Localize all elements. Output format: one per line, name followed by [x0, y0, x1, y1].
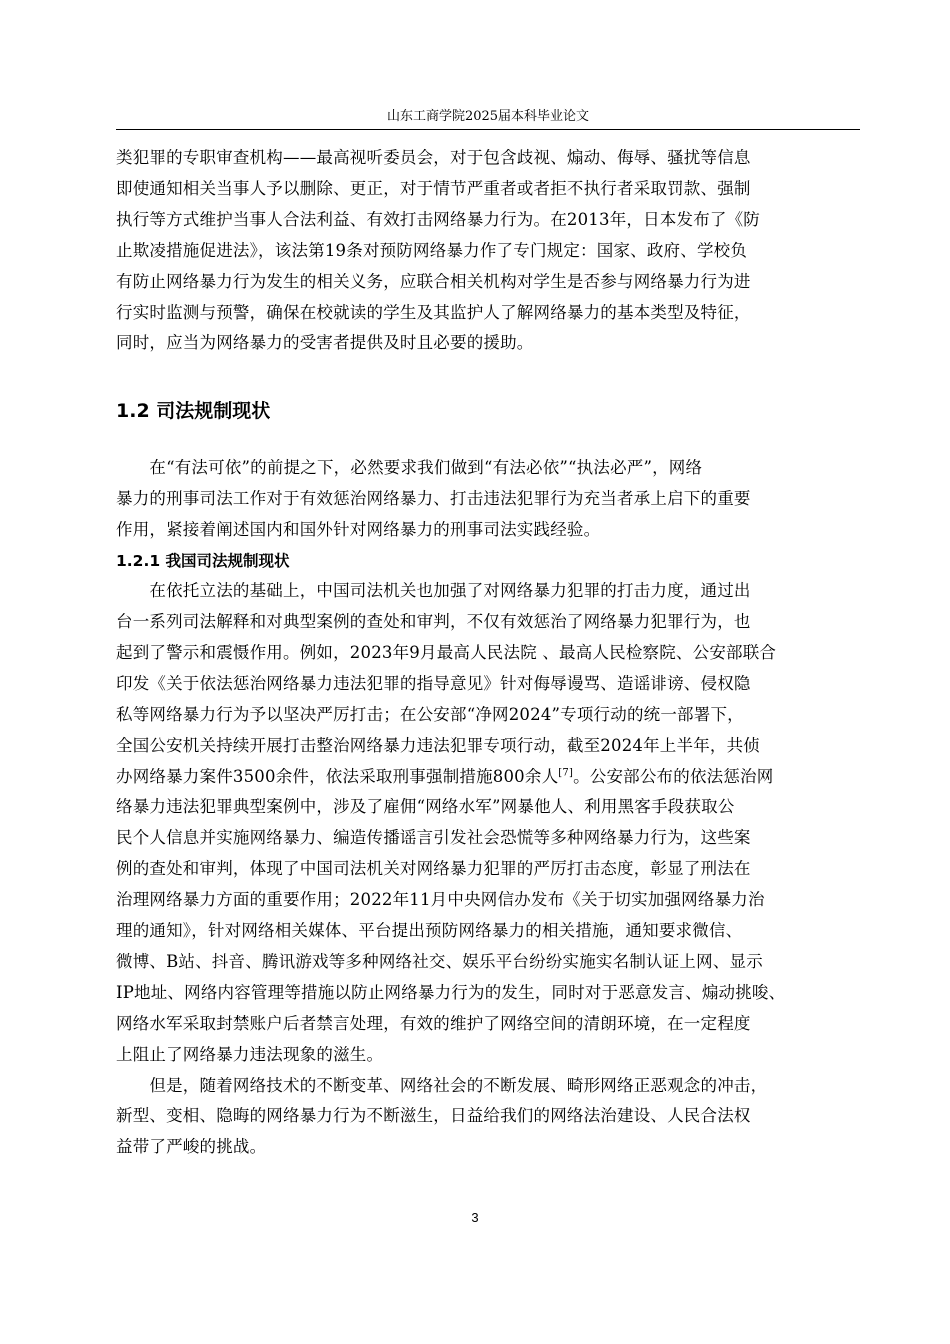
text-line: 台一系列司法解释和对典型案例的查处和审判，不仅有效惩治了网络暴力犯罪行为，也: [116, 611, 751, 631]
text-line: 微博、B站、抖音、腾讯游戏等多种网络社交、娱乐平台纷纷实施实名制认证上网、显示: [116, 951, 763, 971]
text-line: 在依托立法的基础上，中国司法机关也加强了对网络暴力犯罪的打击力度，通过出: [116, 581, 751, 601]
text-line: 作用，紧接着阐述国内和国外针对网络暴力的刑事司法实践经验。: [116, 520, 601, 540]
paragraph-japan-law: [116, 143, 866, 359]
text-segment: 。公安部公布的依法惩治网: [573, 766, 774, 786]
text-line: 全国公安机关持续开展打击整治网络暴力违法犯罪专项行动，截至2024年上半年，共侦: [116, 735, 760, 755]
text-line: 但是，随着网络技术的不断变革、网络社会的不断发展、畸形网络正恶观念的冲击，: [116, 1075, 768, 1095]
text-line: 止欺凌措施促进法》，该法第19条对预防网络暴力作了专门规定：国家、政府、学校负: [116, 240, 748, 260]
text-line: 执行等方式维护当事人合法利益、有效打击网络暴力行为。在2013年，日本发布了《防: [116, 209, 760, 229]
text-line: 例的查处和审判，体现了中国司法机关对网络暴力犯罪的严厉打击态度，彰显了刑法在: [116, 859, 751, 879]
page-body: [116, 143, 866, 1163]
text-line: 类犯罪的专职审查机构——最高视听委员会，对于包含歧视、煽动、侮辱、骚扰等信息: [116, 148, 751, 167]
text-line: 上阻止了网络暴力违法现象的滋生。: [116, 1044, 384, 1064]
text-line: 行实时监测与预警，确保在校就读的学生及其监护人了解网络暴力的基本类型及特征，: [116, 302, 751, 322]
header-rule: [116, 129, 860, 130]
running-header: 山东工商学院2025届本科毕业论文: [386, 109, 590, 124]
text-line-with-citation: [116, 762, 866, 793]
section-heading-1-2: 1.2 司法规制现状: [116, 400, 271, 423]
citation-marker[interactable]: [7]: [558, 767, 574, 778]
text-line: 治理网络暴力方面的重要作用；2022年11月中央网信办发布《关于切实加强网络暴力治: [116, 890, 765, 910]
text-line: 络暴力违法犯罪典型案例中，涉及了雇佣“网络水军”网暴他人、利用黑客手段获取公: [116, 797, 735, 817]
paragraph-china-judicial: [116, 576, 866, 1071]
text-segment: 办网络暴力案件3500余件，依法采取刑事强制措施800余人: [116, 766, 559, 786]
text-line: 同时，应当为网络暴力的受害者提供及时且必要的援助。: [116, 333, 534, 353]
text-line: 印发《关于依法惩治网络暴力违法犯罪的指导意见》针对侮辱谩骂、造谣诽谤、侵权隐: [116, 673, 751, 693]
text-line: 新型、变相、隐晦的网络暴力行为不断滋生，日益给我们的网络法治建设、人民合法权: [116, 1106, 751, 1126]
page-number: 3: [471, 1210, 479, 1225]
text-line: 理的通知》，针对网络相关媒体、平台提出预防网络暴力的相关措施，通知要求微信、: [116, 921, 743, 941]
text-line: 民个人信息并实施网络暴力、编造传播谣言引发社会恐慌等多种网络暴力行为，这些案: [116, 828, 751, 848]
subsection-heading-1-2-1: 1.2.1 我国司法规制现状: [116, 552, 290, 571]
text-line: IP地址、网络内容管理等措施以防止网络暴力行为的发生，同时对于恶意发言、煽动挑唆、: [116, 982, 786, 1002]
text-line: 即使通知相关当事人予以删除、更正，对于情节严重者或者拒不执行者采取罚款、强制: [116, 178, 751, 198]
text-line: 益带了严峻的挑战。: [116, 1137, 267, 1157]
text-line: 暴力的刑事司法工作对于有效惩治网络暴力、打击违法犯罪行为充当者承上启下的重要: [116, 489, 751, 509]
text-line: 网络水军采取封禁账户后者禁言处理，有效的维护了网络空间的清朗环境，在一定程度: [116, 1013, 751, 1033]
text-line: 起到了警示和震慑作用。例如，2023年9月最高人民法院 、最高人民检察院、公安部联合: [116, 642, 777, 662]
text-line: 私等网络暴力行为予以坚决严厉打击；在公安部“净网2024”专项行动的统一部署下，: [116, 704, 744, 724]
paragraph-judicial-intro: [116, 453, 866, 546]
paragraph-challenges: [116, 1071, 866, 1164]
text-line: 有防止网络暴力行为发生的相关义务，应联合相关机构对学生是否参与网络暴力行为进: [116, 271, 751, 291]
text-line: 在“有法可依”的前提之下，必然要求我们做到“有法必依”“执法必严”，网络: [116, 458, 703, 478]
